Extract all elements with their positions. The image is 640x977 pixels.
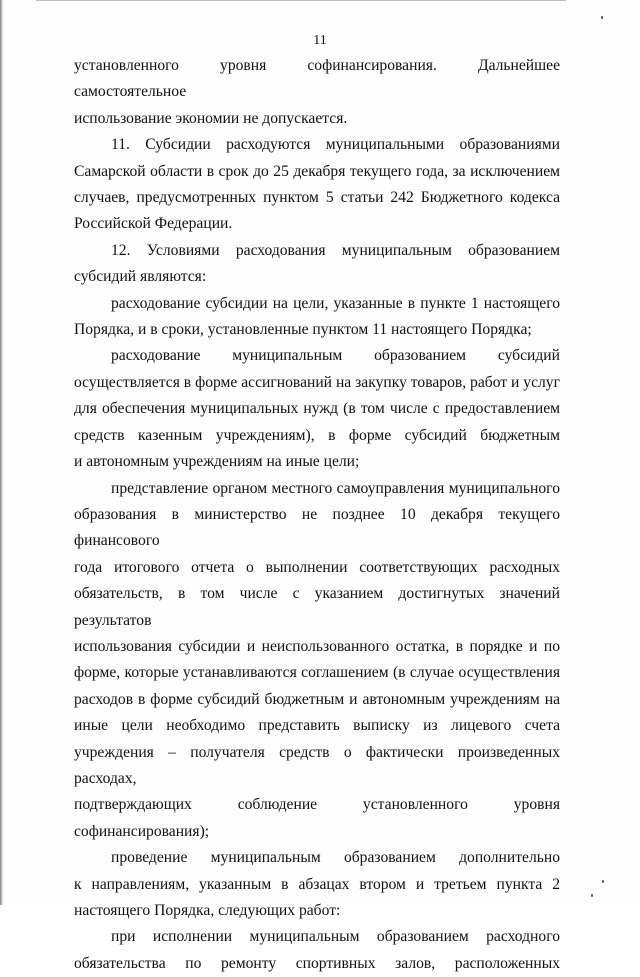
text-line: расходование субсидии на цели, указанные в пункте 1 настоящего xyxy=(111,294,560,312)
page-number: 11 xyxy=(313,33,327,48)
text-line: случаев, предусмотренных пунктом 5 статьи 242 Бюджетного кодекса xyxy=(74,189,560,207)
document-body xyxy=(74,53,560,977)
text-line: обязательства по ремонту спортивных залов, расположенных xyxy=(74,954,560,972)
scan-speck xyxy=(601,16,603,19)
scan-top-edge xyxy=(36,0,566,1)
text-line: иные цели необходимо представить выписку из лицевого счета xyxy=(74,717,560,735)
text-line: Самарской области в срок до 25 декабря текущего года, за исключением xyxy=(74,162,560,180)
text-line: при исполнении муниципальным образованием расходного xyxy=(111,928,560,946)
text-line: осуществляется в форме ассигнований на закупку товаров, работ и услуг xyxy=(74,373,560,391)
text-line: и автономным учреждениям на иные цели; xyxy=(74,453,360,471)
text-line: использования субсидии и неиспользованного остатка, в порядке и по xyxy=(74,637,560,655)
text-line: 12. Условиями расходования муниципальным образованием xyxy=(111,241,560,259)
scan-left-edge xyxy=(0,0,4,905)
text-line: обязательств, в том числе с указанием достигнутых значений результатов xyxy=(74,585,560,629)
text-line: средств казенным учреждениям), в форме субсидий бюджетным xyxy=(74,426,560,444)
text-line: установленного уровня софинансирования. Дальнейшее самостоятельное xyxy=(74,57,560,101)
text-line: Российской Федерации. xyxy=(74,215,233,233)
scan-speck xyxy=(591,894,593,897)
text-line: форме, которые устанавливаются соглашением (в случае осуществления xyxy=(74,664,560,682)
text-line: к направлениям, указанным в абзацах втором и третьем пункта 2 xyxy=(74,875,560,893)
text-line: подтверждающих соблюдение установленного уровня софинансирования); xyxy=(74,796,560,840)
text-line: года итогового отчета о выполнении соответствующих расходных xyxy=(74,558,560,576)
text-line: настоящего Порядка, следующих работ: xyxy=(74,902,341,919)
text-line: проведение муниципальным образованием дополнительно xyxy=(111,849,560,867)
text-line: субсидий являются: xyxy=(74,268,207,286)
text-line: для обеспечения муниципальных нужд (в том числе с предоставлением xyxy=(74,400,560,418)
text-line: расходов в форме субсидий бюджетным и автономным учреждениям на xyxy=(74,690,560,708)
text-line: Порядка, и в сроки, установленные пунктом 11 настоящего Порядка; xyxy=(74,321,532,339)
text-line: использование экономии не допускается. xyxy=(74,109,348,127)
text-line: образования в министерство не позднее 10 декабря текущего финансового xyxy=(74,505,560,550)
text-line: 11. Субсидии расходуются муниципальными образованиями xyxy=(111,136,560,154)
text-line: представление органом местного самоуправления муниципального xyxy=(111,479,560,497)
scan-speck xyxy=(602,880,604,883)
text-line: расходование муниципальным образованием субсидий xyxy=(111,347,560,365)
text-line: учреждения – получателя средств о фактически произведенных расходах, xyxy=(74,743,560,787)
